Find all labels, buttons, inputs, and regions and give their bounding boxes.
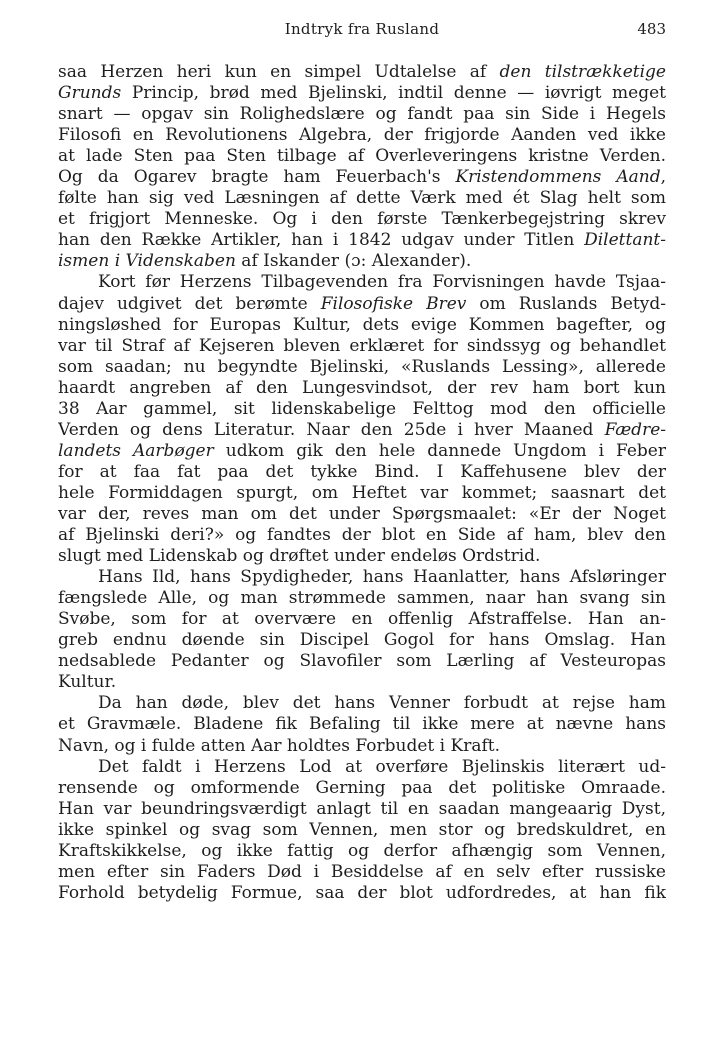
line-text: haardt angreben af den Lungesvindsot, der rev ham bort kun xyxy=(58,377,666,398)
line-text: , xyxy=(660,167,666,188)
line-text: et frigjort Menneske. Og i den første Tænkerbegejstring skrev xyxy=(58,209,666,230)
text-line xyxy=(58,146,666,167)
text-line xyxy=(58,420,666,441)
text-line xyxy=(58,251,666,272)
text-line xyxy=(58,167,666,188)
text-line xyxy=(58,462,666,483)
page-number: 483 xyxy=(637,20,666,38)
text-line xyxy=(58,820,666,841)
line-text: Verden og dens Literatur. Naar den 25de i hver Maaned xyxy=(58,419,605,440)
line-text: Kultur. xyxy=(58,672,117,693)
line-text: slugt med Lidenskab og drøftet under endeløs Ordstrid. xyxy=(58,546,541,567)
line-text: saa Herzen heri kun en simpel Udtalelse af xyxy=(58,62,500,82)
text-line xyxy=(58,104,666,125)
text-line xyxy=(58,672,666,693)
text-line xyxy=(58,357,666,378)
text-line xyxy=(58,841,666,862)
line-text: han den Række Artikler, han i 1842 udgav under Titlen xyxy=(58,230,585,251)
text-line xyxy=(58,83,666,104)
line-text: 38 Aar gammel, sit lidenskabelige Felttog mod den officielle xyxy=(58,398,666,419)
text-line xyxy=(58,714,666,735)
line-text: Kort før Herzens Tilbagevenden fra Forvisningen havde Tsjaa- xyxy=(98,272,666,293)
text-line xyxy=(58,651,666,672)
text-line xyxy=(58,778,666,799)
text-line xyxy=(58,883,666,904)
running-head xyxy=(58,20,666,44)
line-text: af Bjelinski deri?» og fandtes der blot en Side af ham, blev den xyxy=(58,525,666,546)
text-line xyxy=(58,693,666,714)
text-line xyxy=(58,630,666,651)
text-line xyxy=(58,294,666,315)
text-line xyxy=(58,62,666,83)
text-line xyxy=(58,399,666,420)
line-text: rensende og omformende Gerning paa det politiske Omraade. xyxy=(58,777,666,798)
line-text: at lade Sten paa Sten tilbage af Overleveringens kristne Verden. xyxy=(58,146,666,167)
text-line xyxy=(58,483,666,504)
line-text: som saadan; nu begyndte Bjelinski, «Ruslands Lessing», allerede xyxy=(58,356,666,377)
line-text: af Iskander (ɔ: Alexander). xyxy=(235,251,472,272)
running-title: Indtryk fra Rusland xyxy=(284,20,440,38)
line-text: hele Formiddagen spurgt, om Heftet var kommet; saasnart det xyxy=(58,482,666,503)
line-text: greb endnu døende sin Discipel Gogol for hans Omslag. Han xyxy=(58,630,666,651)
italic-title-text: Kristendommens Aand xyxy=(455,167,661,188)
line-text: nedsablede Pedanter og Slavofiler som Lærling af Vesteuropas xyxy=(58,651,666,672)
italic-title-text: Grunds xyxy=(58,83,122,104)
body-text xyxy=(58,62,666,904)
line-text: Da han døde, blev det hans Venner forbudt at rejse ham xyxy=(98,693,666,714)
italic-title-text: den tilstrækketige xyxy=(499,62,666,82)
italic-title-text: landets Aarbøger xyxy=(58,440,214,461)
line-text: om Ruslands Betyd- xyxy=(466,293,666,314)
line-text: Princip, brød med Bjelinski, indtil denne — iøvrigt meget xyxy=(121,83,666,104)
text-line xyxy=(58,315,666,336)
line-text: Svøbe, som for at overvære en offenlig Afstraffelse. Han an- xyxy=(58,609,666,630)
text-line xyxy=(58,609,666,630)
text-line xyxy=(58,525,666,546)
text-line xyxy=(58,230,666,251)
line-text: Det faldt i Herzens Lod at overføre Bjelinskis literært ud- xyxy=(98,756,666,777)
line-text: Hans Ild, hans Spydigheder, hans Haanlatter, hans Afsløringer xyxy=(98,567,666,588)
line-text: Forhold betydelig Formue, saa der blot udfordredes, at han fik xyxy=(58,882,666,903)
line-text: følte han sig ved Læsningen af dette Værk med ét Slag helt som xyxy=(58,188,666,209)
italic-title-text: Dilettant- xyxy=(584,230,666,251)
text-line xyxy=(58,441,666,462)
text-line xyxy=(58,799,666,820)
italic-title-text: ismen i Videnskaben xyxy=(58,251,236,272)
text-line xyxy=(58,546,666,567)
line-text: Kraftskikkelse, og ikke fattig og derfor afhængig som Vennen, xyxy=(58,840,666,861)
text-line xyxy=(58,504,666,525)
line-text: ningsløshed for Europas Kultur, dets evige Kommen bagefter, og xyxy=(58,314,666,335)
line-text: udkom gik den hele dannede Ungdom i Feber xyxy=(213,440,666,461)
line-text: men efter sin Faders Død i Besiddelse af en selv efter russiske xyxy=(58,861,666,882)
italic-title-text: Fædre- xyxy=(604,419,666,440)
text-line xyxy=(58,736,666,757)
text-line xyxy=(58,209,666,230)
text-line xyxy=(58,378,666,399)
line-text: ikke spinkel og svag som Vennen, men stor og bredskuldret, en xyxy=(58,819,666,840)
text-line xyxy=(58,188,666,209)
line-text: Navn, og i fulde atten Aar holdtes Forbudet i Kraft. xyxy=(58,735,500,756)
text-line xyxy=(58,336,666,357)
line-text: Filosofi en Revolutionens Algebra, der frigjorde Aanden ved ikke xyxy=(58,125,666,146)
text-line xyxy=(58,862,666,883)
text-line xyxy=(58,567,666,588)
line-text: fængslede Alle, og man strømmede sammen, naar han svang sin xyxy=(58,588,666,609)
text-line xyxy=(58,272,666,293)
line-text: var til Straf af Kejseren bleven erklæret for sindssyg og behandlet xyxy=(58,335,666,356)
line-text: Og da Ogarev bragte ham Feuerbach's xyxy=(58,167,456,188)
text-line xyxy=(58,125,666,146)
text-line xyxy=(58,757,666,778)
line-text: dajev udgivet det berømte xyxy=(58,293,321,314)
line-text: var der, reves man om det under Spørgsmaalet: «Er der Noget xyxy=(58,503,666,524)
line-text: for at faa fat paa det tykke Bind. I Kaffehusene blev der xyxy=(58,461,666,482)
line-text: snart — opgav sin Rolighedslære og fandt paa sin Side i Hegels xyxy=(58,104,666,125)
text-line xyxy=(58,588,666,609)
italic-title-text: Filosofiske Brev xyxy=(320,293,467,314)
line-text: et Gravmæle. Bladene fik Befaling til ikke mere at nævne hans xyxy=(58,714,666,735)
line-text: Han var beundringsværdigt anlagt til en saadan mangeaarig Dyst, xyxy=(58,798,666,819)
